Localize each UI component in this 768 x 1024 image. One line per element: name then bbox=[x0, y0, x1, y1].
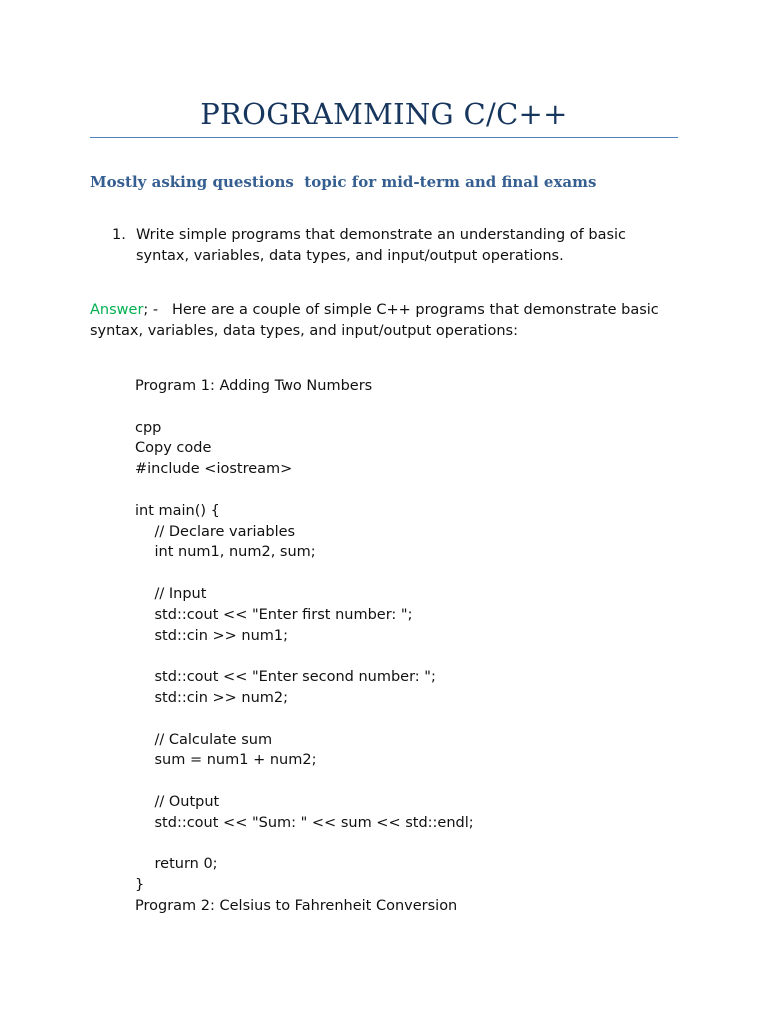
blank-line bbox=[135, 563, 695, 584]
code-line-cout-first: std::cout << "Enter first number: "; bbox=[154, 606, 413, 623]
blank-line bbox=[135, 834, 695, 855]
section-subheading: Mostly asking questions topic for mid-term and final exams bbox=[90, 173, 597, 191]
code-line-cin-second: std::cin >> num2; bbox=[154, 689, 289, 706]
code-line-comment-declare: // Declare variables bbox=[154, 523, 296, 540]
program1-title: Program 1: Adding Two Numbers bbox=[135, 378, 373, 394]
answer-text: Here are a couple of simple C++ programs that demonstrate basic syntax, variables, data types, and input/output operations: bbox=[90, 302, 659, 339]
numbered-question bbox=[112, 225, 672, 267]
code-language-label: cpp bbox=[135, 419, 162, 436]
answer-separator: ; - bbox=[143, 302, 172, 318]
code-line-cout-second: std::cout << "Enter second number: "; bbox=[154, 669, 436, 686]
code-line-include: #include <iostream> bbox=[135, 461, 293, 478]
code-line-declare: int num1, num2, sum; bbox=[154, 544, 316, 561]
code-line-close-brace: } bbox=[135, 877, 145, 894]
document-title: PROGRAMMING C/C++ bbox=[200, 97, 568, 131]
blank-line bbox=[135, 709, 695, 730]
question-number: 1. bbox=[112, 227, 126, 243]
program-code-block bbox=[135, 376, 695, 917]
blank-line bbox=[135, 771, 695, 792]
code-line-comment-calc: // Calculate sum bbox=[154, 731, 273, 748]
code-line-main-open: int main() { bbox=[135, 502, 220, 519]
blank-line bbox=[135, 480, 695, 501]
program2-title: Program 2: Celsius to Fahrenheit Conversion bbox=[135, 897, 458, 914]
blank-line bbox=[135, 646, 695, 667]
answer-label: Answer bbox=[90, 302, 144, 318]
code-line-cout-sum: std::cout << "Sum: " << sum << std::endl; bbox=[154, 814, 474, 831]
code-line-calc: sum = num1 + num2; bbox=[154, 752, 317, 769]
copy-code-label: Copy code bbox=[135, 440, 212, 457]
code-line-return: return 0; bbox=[154, 856, 218, 873]
question-text: Write simple programs that demonstrate an understanding of basic syntax, variables, data types, and input/output operations. bbox=[136, 227, 627, 264]
title-underline-rule bbox=[90, 137, 678, 138]
code-line-comment-input: // Input bbox=[154, 585, 207, 602]
code-line-cin-first: std::cin >> num1; bbox=[154, 627, 289, 644]
code-line-comment-output: // Output bbox=[154, 793, 220, 810]
answer-paragraph bbox=[90, 300, 680, 342]
blank-line bbox=[135, 397, 695, 418]
